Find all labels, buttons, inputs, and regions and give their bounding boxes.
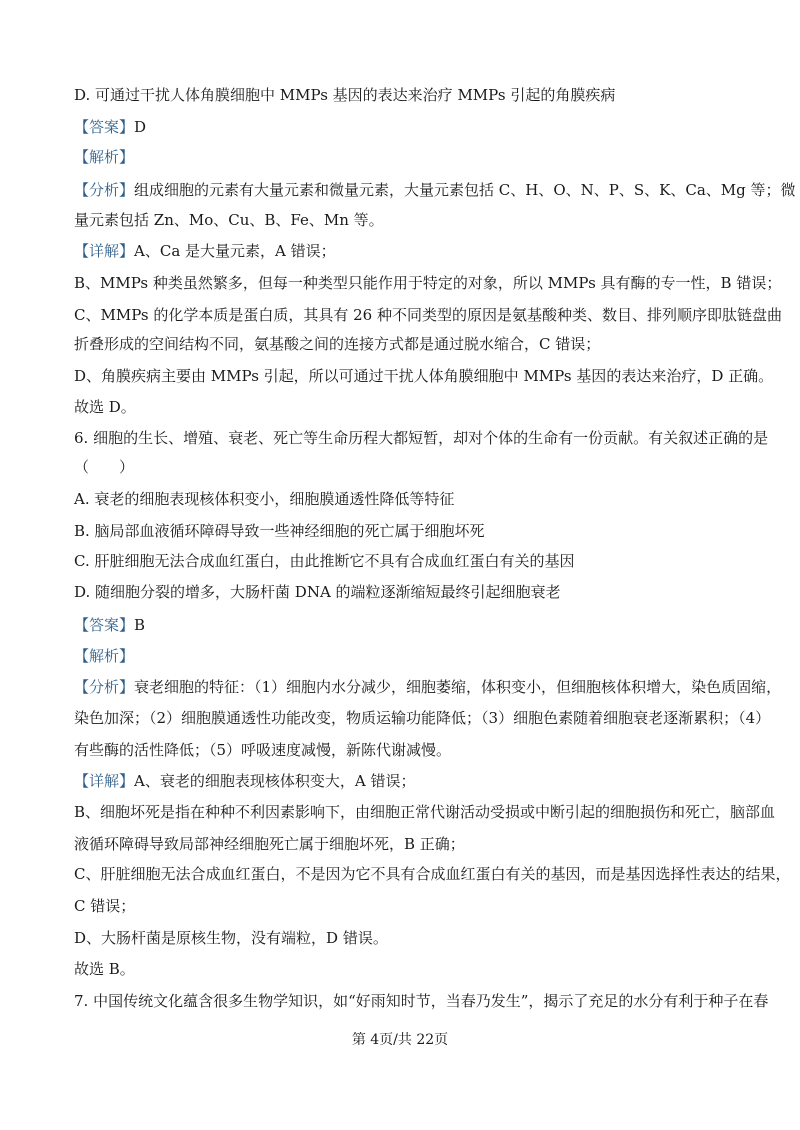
- labeled-line: [74, 771, 734, 791]
- text-line: [74, 582, 734, 602]
- line-text: 衰老细胞的特征：（1）细胞内水分减少，细胞萎缩，体积变小，但细胞核体积增大，染色质固缩，: [134, 678, 782, 696]
- section-tag: 【详解】: [74, 242, 135, 260]
- section-tag: 【解析】: [74, 647, 135, 665]
- line-text: B、MMPs 种类虽然繁多，但每一种类型只能作用于特定的对象，所以 MMPs 具有酶的专一性，B 错误；: [74, 274, 782, 292]
- text-line: [74, 305, 782, 325]
- text-line: [74, 366, 774, 386]
- text-line: [74, 521, 734, 541]
- line-text: C. 肝脏细胞无法合成血红蛋白，由此推断它不具有合成血红蛋白有关的基因: [74, 552, 575, 570]
- section-tag: 【答案】: [74, 616, 135, 634]
- labeled-line: [74, 180, 796, 200]
- text-line: [74, 210, 734, 230]
- labeled-line: [74, 117, 734, 137]
- labeled-line: [74, 615, 734, 635]
- text-line: [74, 896, 734, 916]
- text-line: [74, 864, 791, 884]
- line-text: A. 衰老的细胞表现核体积变小，细胞膜通透性降低等特征: [74, 490, 455, 508]
- line-text: C、肝脏细胞无法合成血红蛋白，不是因为它不具有合成血红蛋白有关的基因，而是基因选择性表达的结果，: [74, 865, 791, 883]
- text-line: [74, 708, 771, 728]
- text-line: [74, 489, 734, 509]
- section-tag: 【分析】: [74, 181, 135, 199]
- line-text: C 错误；: [74, 897, 136, 915]
- line-text: A、Ca 是大量元素，A 错误；: [134, 242, 336, 260]
- line-text: 液循环障碍导致局部神经细胞死亡属于细胞坏死，B 正确；: [74, 835, 465, 853]
- line-text: 故选 D。: [74, 398, 136, 416]
- line-text: D. 可通过干扰人体角膜细胞中 MMPs 基因的表达来治疗 MMPs 引起的角膜疾病: [74, 86, 616, 104]
- labeled-line: [74, 646, 734, 666]
- text-line: [74, 740, 734, 760]
- text-line: [74, 991, 769, 1011]
- labeled-line: [74, 147, 734, 167]
- text-line: [74, 273, 782, 293]
- line-text: （ ）: [74, 458, 135, 476]
- line-text: B. 脑局部血液循环障碍导致一些神经细胞的死亡属于细胞坏死: [74, 522, 485, 540]
- line-text: 6. 细胞的生长、增殖、衰老、死亡等生命历程大都短暂，却对个体的生命有一份贡献。有关叙述正确的是: [74, 429, 769, 447]
- text-line: [74, 802, 776, 822]
- text-line: [74, 457, 734, 477]
- line-text: A、衰老的细胞表现核体积变大，A 错误；: [134, 772, 416, 790]
- text-line: [74, 834, 734, 854]
- line-text: 有些酶的活性降低；（5）呼吸速度减慢，新陈代谢减慢。: [74, 741, 452, 759]
- line-text: 量元素包括 Zn、Mo、Cu、B、Fe、Mn 等。: [74, 211, 384, 229]
- line-text: 故选 B。: [74, 960, 135, 978]
- line-text: 折叠形成的空间结构不同，氨基酸之间的连接方式都是通过脱水缩合，C 错误；: [74, 335, 601, 353]
- line-text: 染色加深；（2）细胞膜通透性功能改变，物质运输功能降低；（3）细胞色素随着细胞衰老逐渐累积；（4）: [74, 709, 771, 727]
- page-number: 第 4页/共 22页: [351, 1032, 449, 1048]
- line-text: 7. 中国传统文化蕴含很多生物学知识，如“好雨知时节，当春乃发生”，揭示了充足的水分有利于种子在春: [74, 992, 769, 1010]
- line-text: C、MMPs 的化学本质是蛋白质，其具有 26 种不同类型的原因是氨基酸种类、数目、排列顺序即肽链盘曲: [74, 306, 782, 324]
- section-tag: 【详解】: [74, 772, 135, 790]
- text-line: [74, 928, 734, 948]
- text-line: [74, 397, 734, 417]
- line-text: D. 随细胞分裂的增多，大肠杆菌 DNA 的端粒逐渐缩短最终引起细胞衰老: [74, 583, 561, 601]
- text-line: [74, 85, 734, 105]
- labeled-line: [74, 677, 782, 697]
- section-tag: 【答案】: [74, 118, 135, 136]
- labeled-line: [74, 241, 734, 261]
- line-text: D、大肠杆菌是原核生物，没有端粒，D 错误。: [74, 929, 388, 947]
- section-tag: 【解析】: [74, 148, 135, 166]
- line-text: 组成细胞的元素有大量元素和微量元素，大量元素包括 C、H、O、N、P、S、K、Ca、Mg 等；微: [134, 181, 796, 199]
- line-text: D: [134, 118, 147, 136]
- text-line: [74, 428, 769, 448]
- text-line: [74, 551, 734, 571]
- text-line: [74, 959, 734, 979]
- line-text: D、角膜疾病主要由 MMPs 引起，所以可通过干扰人体角膜细胞中 MMPs 基因的表达来治疗，D 正确。: [74, 367, 774, 385]
- line-text: B: [134, 616, 146, 634]
- line-text: B、细胞坏死是指在种种不利因素影响下，由细胞正常代谢活动受损或中断引起的细胞损伤和死亡，脑部血: [74, 803, 776, 821]
- section-tag: 【分析】: [74, 678, 135, 696]
- text-line: [74, 334, 734, 354]
